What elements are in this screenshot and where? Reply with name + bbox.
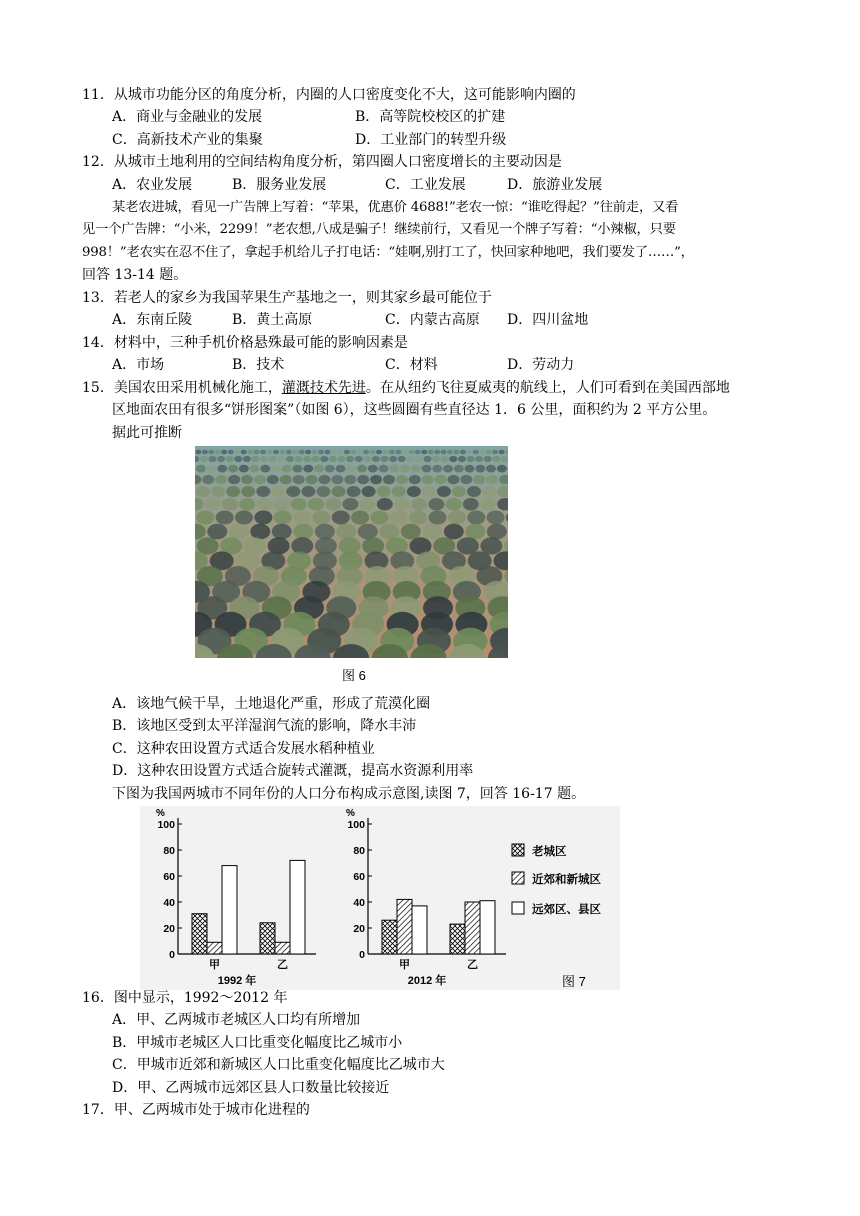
pivot-field-circle: [293, 524, 313, 540]
pivot-field-circle: [332, 486, 346, 497]
pivot-field-circle: [480, 537, 502, 554]
pivot-field-circle: [329, 456, 337, 462]
pivot-field-circle: [437, 486, 451, 497]
pivot-field-circle: [406, 456, 414, 462]
pivot-field-circle: [428, 498, 444, 510]
pivot-field-circle: [208, 450, 214, 455]
pivot-field-circle: [308, 498, 324, 510]
pivot-field-circle: [226, 486, 240, 497]
pivot-field-circle: [432, 456, 440, 462]
q16-option-d: D．甲、乙两城市远郊区县人口数量比较接近: [112, 1080, 390, 1096]
pivot-field-circle: [362, 486, 376, 497]
pivot-field-circle: [389, 456, 397, 462]
pivot-field-circle: [205, 498, 221, 510]
pivot-field-circle: [292, 450, 298, 455]
category-label: 乙: [467, 959, 478, 971]
pivot-field-circle: [473, 450, 479, 455]
q12-option-a: A．农业发展: [112, 177, 193, 193]
pivot-field-circle: [299, 450, 305, 455]
pivot-field-circle: [344, 450, 350, 455]
pivot-field-circle: [357, 475, 369, 484]
bar: [275, 942, 290, 954]
q15-option-c: C．这种农田设置方式适合发展水稻种植业: [112, 741, 375, 757]
pivot-field-circle: [377, 498, 393, 510]
center-pivot-fields-illustration: [195, 446, 508, 658]
bar: [260, 923, 275, 954]
pivot-field-circle: [379, 524, 399, 540]
pivot-field-circle: [196, 486, 210, 497]
pivot-field-circle: [207, 524, 227, 540]
pivot-field-circle: [247, 450, 253, 455]
pivot-field-circle: [396, 475, 408, 484]
panel-title: 1992 年: [217, 975, 257, 987]
pivot-field-circle: [306, 475, 318, 484]
q13-stem: 13．若老人的家乡为我国苹果生产基地之一，则其家乡最可能位于: [82, 290, 492, 306]
pivot-field-circle: [452, 486, 466, 497]
y-unit-label: %: [346, 808, 355, 819]
q12-stem: 12．从城市土地利用的空间结构角度分析，第四圈人口密度增长的主要动因是: [82, 154, 562, 170]
pivot-field-circle: [400, 465, 410, 473]
y-tick-label: 60: [353, 871, 365, 883]
category-label: 乙: [277, 959, 288, 971]
pivot-field-circle: [446, 498, 462, 510]
material-line-2: 见一个广告牌：“小米，2299！”老农想,八成是骗子！继续前行，又看见一个牌子写着：“小辣椒，只要: [82, 222, 676, 237]
pivot-field-circle: [196, 465, 206, 473]
pivot-field-circle: [492, 450, 498, 455]
q11-option-d: D．工业部门的转型升级: [355, 132, 507, 148]
q12-option-c: C．工业发展: [385, 177, 466, 193]
material-line-1: 某老农进城，看见一广告牌上写着：“苹果，优惠价 4688!”老农一惊：“谁吃得起？”往前走，又看: [112, 200, 679, 215]
pivot-field-circle: [360, 498, 376, 510]
pivot-field-circle: [357, 465, 367, 473]
q16-option-a: A．甲、乙两城市老城区人口均有所增加: [112, 1012, 361, 1028]
pivot-field-circle: [271, 465, 281, 473]
pivot-field-circle: [463, 498, 479, 510]
pivot-field-circle: [209, 456, 217, 462]
pivot-field-circle: [303, 465, 313, 473]
pivot-field-circle: [312, 450, 318, 455]
y-tick-label: 100: [157, 819, 175, 831]
pivot-field-circle: [312, 511, 330, 525]
pivot-field-circle: [448, 511, 466, 525]
pivot-field-circle: [484, 456, 492, 462]
pivot-field-circle: [351, 511, 369, 525]
q15-option-d: D．这种农田设置方式适合旋转式灌溉，提高水资源利用率: [112, 763, 474, 779]
pivot-field-circle: [441, 450, 447, 455]
pivot-field-circle: [395, 450, 401, 455]
q11-stem: 11．从城市功能分区的角度分析，内圈的人口密度变化不大，这可能影响内圈的: [82, 87, 576, 103]
pivot-field-circle: [411, 498, 427, 510]
pivot-field-circle: [254, 511, 272, 525]
pivot-field-circle: [371, 511, 389, 525]
pivot-field-circle: [475, 465, 485, 473]
pivot-field-circle: [497, 465, 507, 473]
pivot-field-circle: [486, 450, 492, 455]
category-label: 甲: [399, 959, 410, 971]
pivot-field-circle: [216, 511, 234, 525]
figure-6-caption: 图 6: [342, 668, 366, 683]
pivot-field-circle: [465, 465, 475, 473]
y-tick-label: 100: [347, 819, 365, 831]
pivot-field-circle: [256, 498, 272, 510]
pivot-field-circle: [228, 465, 238, 473]
q15-stem-line-2: 区地面农田有很多“饼形图案”（如图 6），这些圆圈有些直径达 1．6 公里，面积约为 2 平方公里。: [112, 402, 717, 418]
pivot-field-circle: [409, 475, 421, 484]
legend-swatch: [512, 872, 524, 884]
pivot-field-circle: [457, 537, 479, 554]
pivot-field-circle: [280, 475, 292, 484]
pivot-field-circle: [312, 456, 320, 462]
pivot-field-circle: [383, 450, 389, 455]
y-tick-label: 80: [163, 845, 175, 857]
pivot-field-circle: [363, 450, 369, 455]
material-line-3: 998！”老农实在忍不住了，拿起手机给儿子打电话：“娃啊,别打工了，快回家种地吧，我们要发了……”，: [82, 245, 694, 260]
pivot-field-circle: [256, 486, 270, 497]
pivot-field-circle: [202, 450, 208, 455]
pivot-field-circle: [243, 456, 251, 462]
y-unit-label: %: [156, 808, 165, 819]
q13-option-a: A．东南丘陵: [112, 312, 193, 328]
q11-option-c: C．高新技术产业的集聚: [112, 132, 263, 148]
q13-option-c: C．内蒙古高原: [385, 312, 480, 328]
pivot-field-circle: [226, 456, 234, 462]
pivot-field-circle: [196, 511, 214, 525]
pivot-field-circle: [272, 524, 292, 540]
pivot-field-circle: [407, 486, 421, 497]
pivot-field-circle: [235, 511, 253, 525]
y-tick-label: 40: [353, 897, 365, 909]
pivot-field-circle: [277, 456, 285, 462]
pivot-field-circle: [429, 511, 447, 525]
panel-title: 2012 年: [407, 975, 447, 987]
pivot-field-circle: [331, 475, 343, 484]
pivot-field-circle: [286, 456, 294, 462]
pivot-field-circle: [342, 498, 358, 510]
pivot-field-circle: [415, 456, 423, 462]
bar: [382, 920, 397, 954]
pivot-field-circle: [370, 450, 376, 455]
pivot-field-circle: [422, 524, 442, 540]
pivot-field-circle: [486, 465, 496, 473]
pivot-field-circle: [368, 465, 378, 473]
pivot-field-circle: [254, 450, 260, 455]
pivot-field-circle: [217, 456, 225, 462]
pivot-field-circle: [475, 456, 483, 462]
pivot-field-circle: [293, 465, 303, 473]
q16-stem: 16．图中显示，1992～2012 年: [82, 990, 288, 1006]
pivot-field-circle: [267, 475, 279, 484]
pivot-field-circle: [449, 456, 457, 462]
pivot-field-circle: [314, 465, 324, 473]
q15-stem-post: 。在从纽约飞往夏威夷的航线上，人们可看到在美国西部地: [365, 380, 730, 396]
pivot-field-circle: [286, 486, 300, 497]
pivot-field-circle: [376, 450, 382, 455]
pivot-field-circle: [271, 486, 285, 497]
pivot-field-circle: [392, 486, 406, 497]
pivot-field-circle: [473, 475, 485, 484]
pivot-field-circle: [228, 475, 240, 484]
y-tick-label: 40: [163, 897, 175, 909]
pivot-field-circle: [337, 450, 343, 455]
pivot-field-circle: [291, 498, 307, 510]
pivot-field-circle: [390, 511, 408, 525]
pivot-field-circle: [295, 456, 303, 462]
pivot-field-circle: [422, 465, 432, 473]
figure-7-chart: [140, 806, 620, 990]
q14-option-a: A．市场: [112, 357, 165, 373]
pivot-field-circle: [358, 524, 378, 540]
intro-16-17: 下图为我国两城市不同年份的人口分布构成示意图,读图 7，回答 16-17 题。: [112, 786, 586, 802]
pivot-field-circle: [467, 511, 485, 525]
pivot-field-circle: [443, 465, 453, 473]
pivot-field-circle: [422, 475, 434, 484]
pivot-field-circle: [492, 456, 500, 462]
pivot-field-circle: [479, 450, 485, 455]
pivot-field-circle: [215, 475, 227, 484]
pivot-field-circle: [266, 450, 272, 455]
pivot-field-circle: [336, 465, 346, 473]
pivot-field-circle: [411, 465, 421, 473]
q15-stem-underline: 灌溉技术先进: [281, 380, 366, 396]
pivot-field-circle: [377, 486, 391, 497]
pivot-field-circle: [325, 465, 335, 473]
bar: [207, 942, 222, 954]
pivot-field-circle: [195, 450, 201, 455]
pivot-field-circle: [394, 498, 410, 510]
q14-option-b: B．技术: [232, 357, 285, 373]
pivot-field-circle: [336, 524, 356, 540]
q15-option-a: A．该地气候干旱，土地退化严重，形成了荒漠化圈: [112, 696, 431, 712]
figure-7-caption: 图 7: [562, 974, 586, 989]
figure-6-photo: [195, 446, 508, 658]
bar: [465, 902, 480, 954]
pivot-field-circle: [217, 465, 227, 473]
pivot-field-circle: [467, 486, 481, 497]
pivot-field-circle: [415, 450, 421, 455]
legend-label: 老城区: [532, 846, 567, 858]
pivot-field-circle: [355, 456, 363, 462]
q14-stem: 14．材料中，三种手机价格悬殊最可能的影响因素是: [82, 335, 408, 351]
bar: [222, 866, 237, 954]
pivot-field-circle: [332, 511, 350, 525]
pivot-field-circle: [260, 450, 266, 455]
pivot-field-circle: [320, 456, 328, 462]
pivot-field-circle: [347, 486, 361, 497]
q13-option-d: D．四川盆地: [507, 312, 589, 328]
pivot-field-circle: [487, 511, 505, 525]
bar: [397, 899, 412, 954]
q11-option-a: A．商业与金融业的发展: [112, 109, 263, 125]
pivot-field-circle: [315, 524, 335, 540]
pivot-field-circle: [250, 524, 270, 540]
y-tick-label: 20: [163, 923, 175, 935]
pivot-field-circle: [273, 450, 279, 455]
pivot-field-circle: [301, 486, 315, 497]
pivot-field-circle: [319, 475, 331, 484]
pivot-field-circle: [486, 475, 498, 484]
q15-stem-pre: 15．美国农田采用机械化施工，: [82, 380, 282, 396]
pivot-field-circle: [325, 450, 331, 455]
pivot-field-circle: [357, 450, 363, 455]
pivot-field-circle: [370, 475, 382, 484]
pivot-field-circle: [200, 456, 208, 462]
y-tick-label: 0: [169, 949, 175, 961]
pivot-field-circle: [221, 450, 227, 455]
pivot-field-circle: [241, 450, 247, 455]
pivot-field-circle: [466, 450, 472, 455]
category-label: 甲: [209, 959, 220, 971]
pivot-field-circle: [428, 450, 434, 455]
bar: [192, 914, 207, 954]
y-tick-label: 60: [163, 871, 175, 883]
pivot-field-circle: [458, 456, 466, 462]
legend-swatch: [512, 844, 524, 856]
legend-swatch: [512, 902, 524, 914]
pivot-field-circle: [482, 486, 496, 497]
pivot-field-circle: [465, 524, 485, 540]
pivot-field-circle: [467, 456, 475, 462]
pivot-field-circle: [383, 475, 395, 484]
pivot-field-circle: [344, 475, 356, 484]
pivot-field-circle: [379, 465, 389, 473]
pivot-field-circle: [282, 465, 292, 473]
pivot-field-circle: [480, 498, 496, 510]
pivot-field-circle: [303, 456, 311, 462]
pivot-field-circle: [487, 524, 507, 540]
pivot-field-circle: [241, 475, 253, 484]
pivot-field-circle: [274, 511, 292, 525]
pivot-field-circle: [401, 524, 421, 540]
pivot-field-circle: [346, 456, 354, 462]
q15-stem-line-3: 据此可推断: [112, 425, 182, 441]
pivot-field-circle: [363, 456, 371, 462]
pivot-field-circle: [372, 456, 380, 462]
pivot-field-circle: [316, 486, 330, 497]
pivot-field-circle: [381, 456, 389, 462]
bar: [290, 860, 305, 954]
y-tick-label: 0: [359, 949, 365, 961]
pivot-field-circle: [389, 450, 395, 455]
legend-label: 近郊和新城区: [532, 874, 601, 886]
pivot-field-circle: [422, 486, 436, 497]
pivot-field-circle: [424, 456, 432, 462]
pivot-field-circle: [293, 511, 311, 525]
pivot-field-circle: [274, 498, 290, 510]
q12-option-d: D．旅游业发展: [507, 177, 603, 193]
q17-stem: 17．甲、乙两城市处于城市化进程的: [82, 1102, 310, 1118]
pivot-field-circle: [398, 456, 406, 462]
pivot-field-circle: [241, 486, 255, 497]
pivot-field-circle: [447, 450, 453, 455]
pivot-field-circle: [293, 475, 305, 484]
pivot-field-circle: [269, 456, 277, 462]
pivot-field-circle: [234, 456, 242, 462]
pivot-field-circle: [432, 465, 442, 473]
q13-option-b: B．黄土高原: [232, 312, 313, 328]
pivot-field-circle: [234, 450, 240, 455]
pivot-field-circle: [239, 465, 249, 473]
pivot-field-circle: [460, 450, 466, 455]
q14-option-d: D．劳动力: [507, 357, 575, 373]
pivot-field-circle: [434, 450, 440, 455]
pivot-field-circle: [454, 465, 464, 473]
pivot-field-circle: [211, 486, 225, 497]
pivot-field-circle: [453, 450, 459, 455]
pivot-field-circle: [338, 456, 346, 462]
q15-option-b: B．该地区受到太平洋湿润气流的影响，降水丰沛: [112, 718, 417, 734]
pivot-field-circle: [444, 524, 464, 540]
pivot-field-circle: [421, 450, 427, 455]
y-tick-label: 20: [353, 923, 365, 935]
material-line-4: 回答 13-14 题。: [82, 267, 188, 283]
q12-option-b: B．服务业发展: [232, 177, 327, 193]
pivot-field-circle: [229, 524, 249, 540]
pivot-field-circle: [254, 475, 266, 484]
pivot-field-circle: [279, 450, 285, 455]
pivot-field-circle: [305, 450, 311, 455]
pivot-field-circle: [222, 498, 238, 510]
bar: [450, 924, 465, 954]
pivot-field-circle: [318, 450, 324, 455]
q14-option-c: C．材料: [385, 357, 438, 373]
pivot-field-circle: [402, 450, 408, 455]
bar: [480, 901, 495, 954]
pivot-field-circle: [252, 456, 260, 462]
pivot-field-circle: [499, 450, 505, 455]
bar: [412, 906, 427, 954]
legend-label: 远郊区、县区: [532, 904, 601, 916]
pivot-field-circle: [239, 498, 255, 510]
pivot-field-circle: [408, 450, 414, 455]
pivot-field-circle: [325, 498, 341, 510]
pivot-field-circle: [228, 450, 234, 455]
pivot-field-circle: [260, 456, 268, 462]
q11-option-b: B．高等院校校区的扩建: [355, 109, 506, 125]
pivot-field-circle: [435, 475, 447, 484]
pivot-field-circle: [409, 511, 427, 525]
pivot-field-circle: [346, 465, 356, 473]
q16-option-b: B．甲城市老城区人口比重变化幅度比乙城市小: [112, 1035, 403, 1051]
pivot-field-circle: [286, 450, 292, 455]
pivot-field-circle: [215, 450, 221, 455]
y-tick-label: 80: [353, 845, 365, 857]
q16-option-c: C．甲城市近郊和新城区人口比重变化幅度比乙城市大: [112, 1057, 445, 1073]
pivot-field-circle: [260, 465, 270, 473]
pivot-field-circle: [441, 456, 449, 462]
pivot-field-circle: [448, 475, 460, 484]
q15-stem: [82, 377, 730, 399]
pivot-field-circle: [389, 465, 399, 473]
pivot-field-circle: [460, 475, 472, 484]
pivot-field-circle: [207, 465, 217, 473]
pivot-field-circle: [197, 537, 219, 554]
pivot-field-circle: [250, 465, 260, 473]
pivot-field-circle: [350, 450, 356, 455]
pivot-field-circle: [202, 475, 214, 484]
pivot-field-circle: [331, 450, 337, 455]
